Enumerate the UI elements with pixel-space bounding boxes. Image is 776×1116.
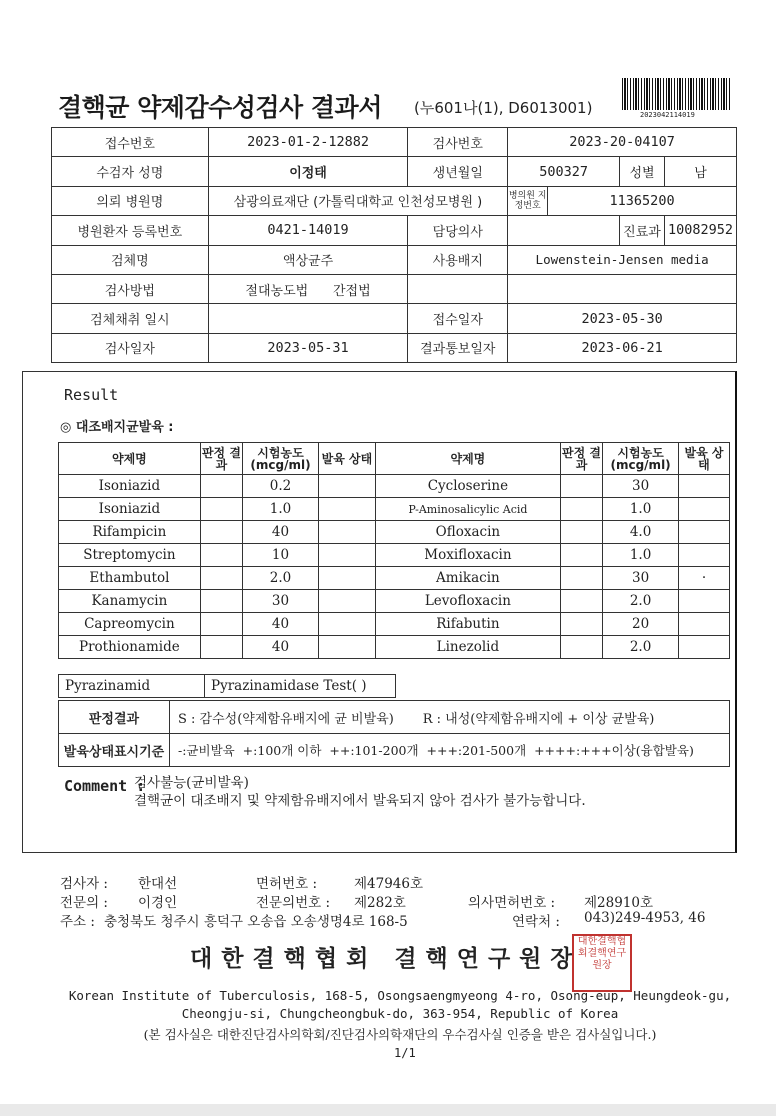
drug-row: [59, 636, 730, 659]
dob: 500327: [508, 157, 620, 186]
left-growth: [318, 475, 375, 498]
patient-reg-no: 0421-14019: [208, 216, 408, 245]
left-growth: [318, 521, 375, 544]
left-judge: [200, 521, 242, 544]
tester: 한대선: [138, 876, 178, 892]
certification-note: (본 검사실은 대한진단검사의학회/진단검사의학재단의 우수검사실 인증을 받은 검사실입니다.): [143, 1027, 657, 1042]
barcode: [622, 78, 730, 110]
test-date-label: 검사일자: [52, 333, 209, 362]
col-growth-2: 발육 상태: [678, 443, 729, 475]
right-conc: 4.0: [603, 521, 679, 544]
specimen: 액상균주: [208, 245, 408, 274]
right-drug: Linezolid: [375, 636, 560, 659]
collect-date-label: 검체채취 일시: [52, 304, 209, 333]
english-address-1: Korean Institute of Tuberculosis, 168-5, Osongsaengmyeong 4-ro, Osong-eup, Heungdeok-gu,: [68, 988, 732, 1003]
name-label: 수검자 성명: [52, 157, 209, 186]
growth-legend: -:균비발육 +:100개 이하 ++:101-200개 +++:201-500개 ++++:+++이상(융합발육): [170, 734, 730, 767]
left-conc: 2.0: [243, 567, 319, 590]
specialist-label: 전문의 :: [60, 895, 108, 911]
specimen-label: 검체명: [52, 245, 209, 274]
doctor-label: 담당의사: [408, 216, 508, 245]
doctor-license-label: 의사면허번호 :: [468, 895, 556, 911]
left-drug: Isoniazid: [59, 498, 201, 521]
right-judge: [560, 521, 602, 544]
right-drug: Levofloxacin: [375, 590, 560, 613]
dept: 10082952: [664, 216, 736, 245]
judge-legend: S : 감수성(약제함유배지에 균 비발육) R : 내성(약제함유배지에 + 이상 균발육): [170, 701, 730, 734]
drug-row: [59, 498, 730, 521]
col-conc: 시험농도 (mcg/ml): [243, 443, 319, 475]
left-drug: Streptomycin: [59, 544, 201, 567]
patient-name: 이정태: [208, 157, 408, 186]
left-judge: [200, 613, 242, 636]
contact: 043)249-4953, 46: [584, 910, 706, 926]
left-growth: [318, 567, 375, 590]
address-label: 주소 :: [60, 914, 95, 930]
legend-table: [58, 700, 730, 767]
report-date: 2023-06-21: [508, 333, 737, 362]
right-judge: [560, 636, 602, 659]
official-seal: 대한결핵협회결핵연구원장: [572, 934, 632, 992]
hospital-code: 11365200: [548, 186, 737, 215]
specialist: 이경인: [138, 895, 178, 911]
drug-row: [59, 613, 730, 636]
test-no: 2023-20-04107: [508, 128, 737, 157]
pza-test: Pyrazinamidase Test( ): [205, 675, 396, 698]
right-growth: ·: [678, 567, 729, 590]
right-conc: 30: [603, 567, 679, 590]
right-growth: [678, 544, 729, 567]
judge-key: 판정결과: [59, 701, 170, 734]
left-growth: [318, 590, 375, 613]
col-judge: 판정 결과: [200, 443, 242, 475]
right-judge: [560, 544, 602, 567]
hospital-code-label: 병의원 지정번호: [508, 186, 548, 215]
specialist-no: 제282호: [354, 895, 406, 911]
address: 충청북도 청주시 흥덕구 오송읍 오송생명4로 168-5: [104, 914, 408, 930]
medium: Lowenstein-Jensen media: [508, 245, 737, 274]
col-conc-2: 시험농도 (mcg/ml): [603, 443, 679, 475]
method-label: 검사방법: [52, 274, 209, 303]
left-growth: [318, 636, 375, 659]
specialist-no-label: 전문의번호 :: [256, 895, 331, 911]
right-growth: [678, 521, 729, 544]
drug-row: [59, 475, 730, 498]
right-growth: [678, 613, 729, 636]
left-judge: [200, 475, 242, 498]
pza-label: Pyrazinamid: [59, 675, 205, 698]
left-drug: Capreomycin: [59, 613, 201, 636]
page-number: 1/1: [394, 1046, 416, 1060]
left-conc: 1.0: [243, 498, 319, 521]
right-growth: [678, 475, 729, 498]
comment-line-1: 검사불능(균비발육): [134, 775, 249, 791]
left-drug: Kanamycin: [59, 590, 201, 613]
doctor-license-no: 제28910호: [584, 895, 654, 911]
medium-label: 사용배지: [408, 245, 508, 274]
hospital-name: 삼광의료재단 (가톨릭대학교 인천성모병원 ): [208, 186, 508, 215]
left-judge: [200, 567, 242, 590]
left-conc: 30: [243, 590, 319, 613]
dept-label: 진료과: [620, 216, 665, 245]
contact-label: 연락처 :: [512, 914, 560, 930]
right-growth: [678, 498, 729, 521]
left-growth: [318, 613, 375, 636]
patient-reg-label: 병원환자 등록번호: [52, 216, 209, 245]
left-conc: 0.2: [243, 475, 319, 498]
hospital-label: 의뢰 병원명: [52, 186, 209, 215]
drug-row: [59, 544, 730, 567]
collect-date: [208, 304, 408, 333]
report-date-label: 결과통보일자: [408, 333, 508, 362]
right-drug: Rifabutin: [375, 613, 560, 636]
right-drug: Ofloxacin: [375, 521, 560, 544]
method: [208, 274, 408, 303]
english-address-2: Cheongju-si, Chungcheongbuk-do, 363-954, Republic of Korea: [181, 1006, 619, 1021]
col-drug: 약제명: [59, 443, 201, 475]
bottom-bar: [0, 1104, 776, 1116]
right-conc: 30: [603, 475, 679, 498]
drug-row: [59, 567, 730, 590]
left-judge: [200, 636, 242, 659]
pyrazinamide-row: [58, 674, 396, 698]
right-judge: [560, 498, 602, 521]
drug-row: [59, 590, 730, 613]
left-judge: [200, 498, 242, 521]
left-conc: 40: [243, 613, 319, 636]
right-drug: Cycloserine: [375, 475, 560, 498]
right-growth: [678, 590, 729, 613]
receipt-no-label: 접수번호: [52, 128, 209, 157]
right-drug: Moxifloxacin: [375, 544, 560, 567]
result-heading: Result: [64, 386, 119, 404]
left-judge: [200, 590, 242, 613]
left-conc: 40: [243, 521, 319, 544]
control-growth-label: ◎ 대조배지균발육 :: [60, 420, 174, 435]
license-label: 면허번호 :: [256, 876, 318, 892]
right-conc: 2.0: [603, 590, 679, 613]
left-conc: 10: [243, 544, 319, 567]
test-no-label: 검사번호: [408, 128, 508, 157]
method-1: 절대농도법: [245, 283, 309, 299]
right-growth: [678, 636, 729, 659]
sex: 남: [664, 157, 736, 186]
right-judge: [560, 590, 602, 613]
comment-line-2: 결핵균이 대조배지 및 약제함유배지에서 발육되지 않아 검사가 불가능합니다.: [134, 793, 586, 809]
dob-label: 생년월일: [408, 157, 508, 186]
barcode-number: 2023042114019: [640, 111, 695, 119]
left-judge: [200, 544, 242, 567]
left-conc: 40: [243, 636, 319, 659]
test-date: 2023-05-31: [208, 333, 408, 362]
col-growth: 발육 상태: [318, 443, 375, 475]
right-judge: [560, 475, 602, 498]
license-no: 제47946호: [354, 876, 424, 892]
right-conc: 1.0: [603, 498, 679, 521]
left-drug: Isoniazid: [59, 475, 201, 498]
right-drug: Amikacin: [375, 567, 560, 590]
left-growth: [318, 498, 375, 521]
growth-key: 발육상태표시기준: [59, 734, 170, 767]
left-drug: Prothionamide: [59, 636, 201, 659]
left-drug: Rifampicin: [59, 521, 201, 544]
receive-date: 2023-05-30: [508, 304, 737, 333]
col-judge-2: 판정 결과: [560, 443, 602, 475]
left-growth: [318, 544, 375, 567]
right-judge: [560, 613, 602, 636]
document-title: 결핵균 약제감수성검사 결과서: [58, 93, 382, 122]
organization-name: 대한결핵협회 결핵연구원장: [190, 946, 582, 972]
comment-label: Comment :: [64, 777, 146, 795]
right-conc: 20: [603, 613, 679, 636]
receipt-no: 2023-01-2-12882: [208, 128, 408, 157]
left-drug: Ethambutol: [59, 567, 201, 590]
susceptibility-table: [58, 442, 730, 659]
right-judge: [560, 567, 602, 590]
right-conc: 1.0: [603, 544, 679, 567]
doctor: [508, 216, 620, 245]
patient-info-table: [51, 127, 737, 363]
receive-date-label: 접수일자: [408, 304, 508, 333]
drug-row: [59, 521, 730, 544]
col-drug-2: 약제명: [375, 443, 560, 475]
method-2: 간접법: [332, 283, 371, 299]
sex-label: 성별: [620, 157, 665, 186]
tester-label: 검사자 :: [60, 876, 108, 892]
document-code: (누601나(1), D6013001): [414, 99, 593, 117]
right-drug: P-Aminosalicylic Acid: [375, 498, 560, 521]
right-conc: 2.0: [603, 636, 679, 659]
